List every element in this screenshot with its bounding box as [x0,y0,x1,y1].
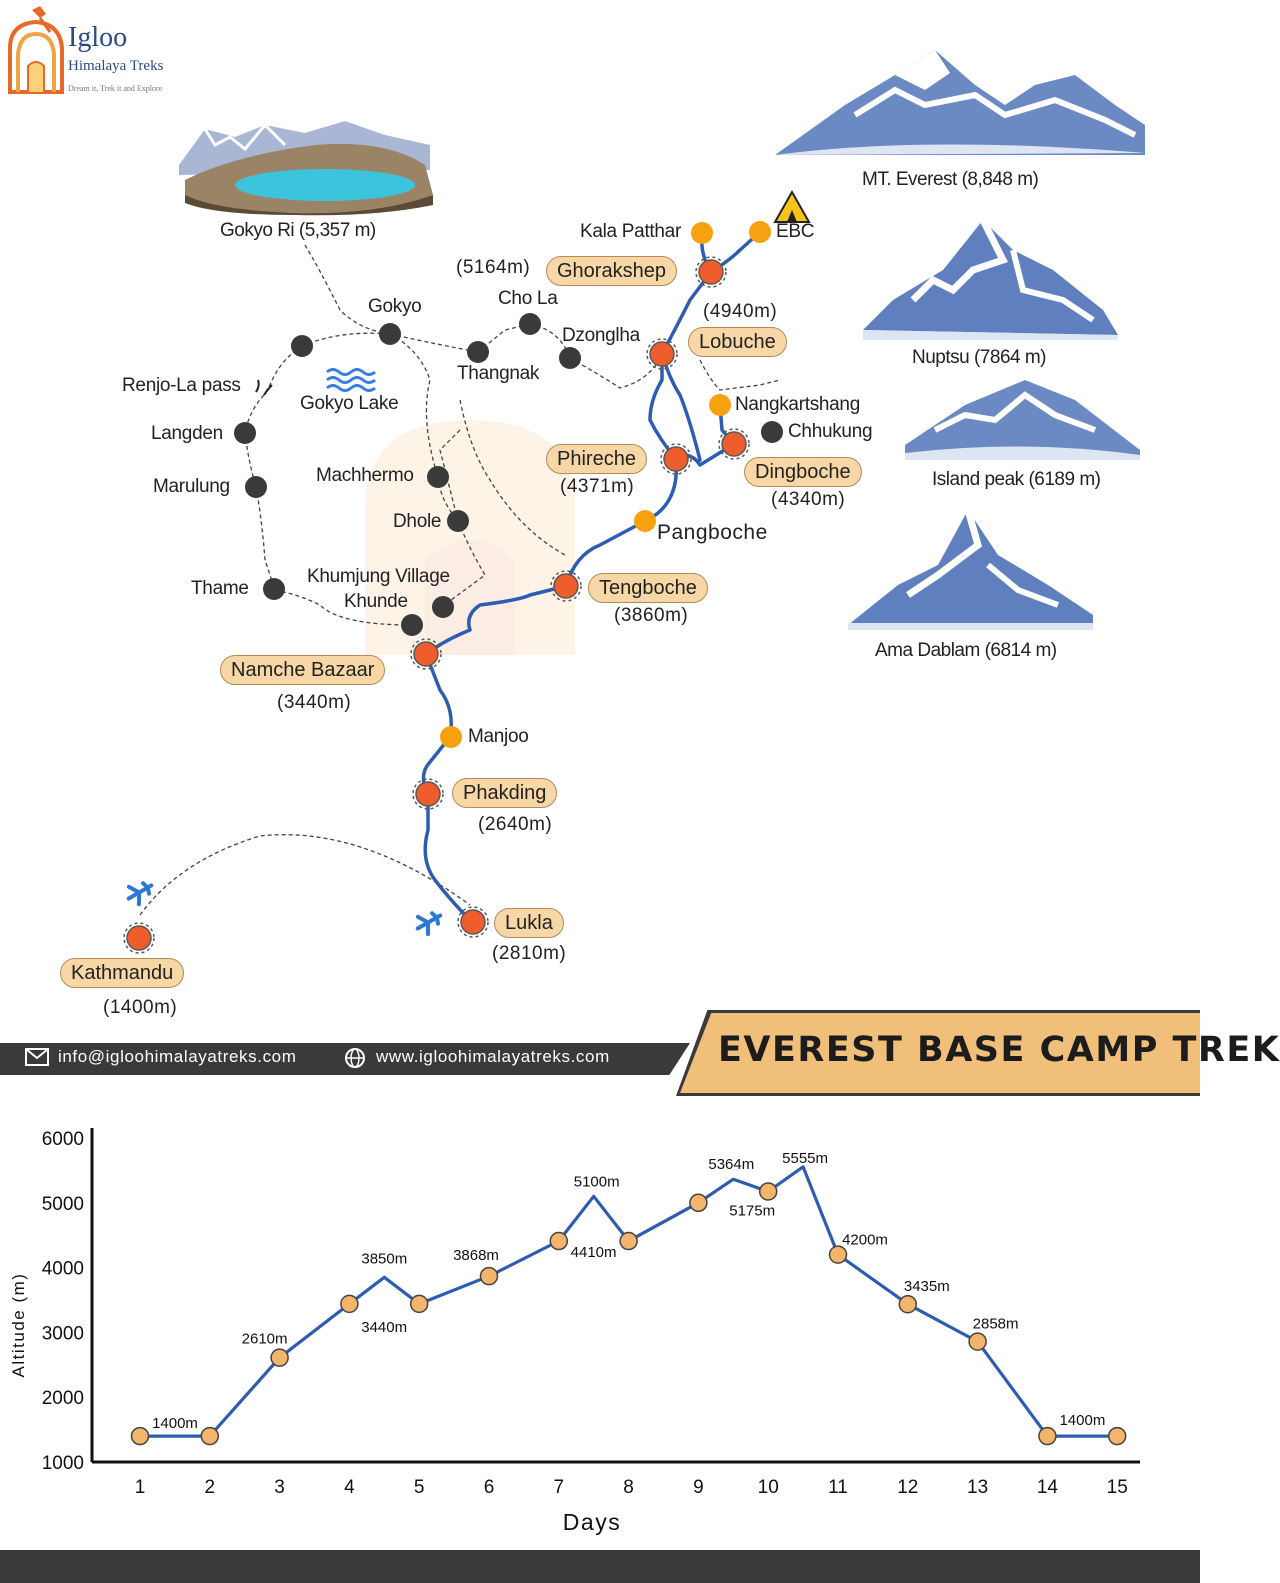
lake-icon [327,370,375,391]
x-tick-label: 2 [204,1477,216,1498]
alt-phireche: (4371m) [560,476,635,497]
data-point [132,1428,149,1445]
pill-tengboche: Tengboche [588,573,708,603]
pill-lobuche: Lobuche [688,327,787,357]
globe-icon [344,1047,366,1069]
brand-tagline: Dream it, Trek it and Explore [68,84,163,93]
tent-icon [775,192,809,222]
gokyo-ri-label: Gokyo Ri (5,357 m) [220,220,376,241]
x-tick-label: 12 [897,1477,919,1498]
y-tick-label: 6000 [41,1129,84,1150]
node-langden [234,422,256,444]
plane-icon [413,907,446,937]
pill-namche: Namche Bazaar [220,655,385,685]
data-point [411,1295,428,1312]
stop-ghorakshep [696,257,726,287]
node-dhole [447,510,469,532]
stop-phakding [413,779,443,809]
everest-label: MT. Everest (8,848 m) [862,169,1039,190]
pill-ghorakshep: Ghorakshep [546,256,677,286]
node-khunde [401,614,423,636]
data-point [341,1295,358,1312]
pill-phakding: Phakding [452,778,557,808]
node-manjoo [440,726,462,748]
stop-tengboche [551,571,581,601]
label-dhole: Dhole [393,511,442,532]
data-label: 5100m [573,1173,620,1191]
pill-dingboche: Dingboche [744,457,862,487]
x-tick-label: 8 [623,1477,634,1498]
y-tick-label: 3000 [41,1323,84,1345]
alt-lukla: (2810m) [492,943,567,964]
x-tick-label: 4 [344,1477,355,1498]
data-label: 5555m [782,1149,829,1167]
x-tick-label: 9 [693,1477,704,1498]
label-pangboche: Pangboche [657,521,768,544]
nuptsu-label: Nuptsu (7864 m) [912,347,1047,368]
data-point [1109,1428,1126,1445]
y-tick-label: 2000 [41,1388,84,1410]
bottom-bar [0,1550,1200,1583]
x-tick-label: 1 [134,1477,146,1498]
pass-icon [256,380,272,395]
label-nangkartshang: Nangkartshang [735,394,860,415]
pill-phireche: Phireche [546,444,647,474]
alt-namche: (3440m) [277,692,352,713]
island-peak-label: Island peak (6189 m) [932,469,1101,490]
stop-lobuche [647,339,677,369]
alt-phakding: (2640m) [478,814,553,835]
label-ebc: EBC [776,221,815,242]
banner-title: EVEREST BASE CAMP TREK [718,1030,1280,1070]
node-renjo [291,335,313,357]
stop-namche [411,639,441,669]
label-khunde: Khunde [344,591,408,612]
data-point [620,1233,637,1250]
label-kala-patthar: Kala Patthar [580,221,681,242]
node-marulung [245,476,267,498]
mail-icon [25,1048,49,1066]
altitude-chart [0,1100,1200,1550]
brand-sub: Himalaya Treks [68,58,164,74]
label-manjoo: Manjoo [468,726,529,747]
label-renjo: Renjo-La pass [122,375,241,396]
data-point [830,1246,847,1263]
label-thangnak: Thangnak [457,363,540,384]
data-label: 1400m [152,1415,198,1433]
data-label: 3440m [361,1318,408,1336]
label-chhukung: Chhukung [788,421,873,442]
alt-lobuche: (4940m) [703,301,778,322]
y-tick-label: 5000 [41,1193,84,1215]
data-label: 3850m [361,1250,408,1268]
x-axis-label: Days [562,1509,622,1535]
x-tick-label: 10 [757,1477,779,1498]
x-tick-label: 3 [274,1477,285,1498]
plane-icon [124,877,157,907]
data-label: 4200m [842,1231,888,1249]
node-ebc [749,221,771,243]
node-nangkartshang [709,394,731,416]
node-chhukung [761,421,783,443]
data-label: 4410m [570,1244,617,1262]
label-khumjung: Khumjung Village [307,566,450,587]
label-thame: Thame [191,578,249,599]
data-label: 5364m [708,1156,755,1174]
stop-kathmandu [124,923,154,953]
label-gokyo-lake: Gokyo Lake [300,393,399,414]
contact-web[interactable]: www.igloohimalayatreks.com [376,1047,610,1066]
data-point [690,1194,707,1211]
data-label: 2610m [241,1330,288,1348]
alt-dingboche: (4340m) [771,489,846,510]
altitude-line [140,1167,1117,1436]
x-tick-label: 15 [1106,1477,1128,1498]
pill-kathmandu: Kathmandu [60,958,184,988]
node-thangnak [467,341,489,363]
node-pangboche [634,510,656,532]
contact-email[interactable]: info@igloohimalayatreks.com [58,1047,297,1066]
data-point [969,1333,986,1350]
ama-dablam-label: Ama Dablam (6814 m) [875,640,1057,661]
x-tick-label: 5 [413,1477,425,1498]
alt-tengboche: (3860m) [614,605,689,626]
alt-kathmandu: (1400m) [103,997,178,1018]
x-tick-label: 14 [1036,1477,1058,1498]
data-point [1039,1428,1056,1445]
data-point [201,1428,218,1445]
data-point [271,1349,288,1366]
label-dzonglha: Dzonglha [562,325,640,346]
data-point [899,1296,916,1313]
y-tick-label: 1000 [41,1453,84,1474]
y-tick-label: 4000 [41,1258,84,1280]
label-marulung: Marulung [153,476,230,497]
y-axis-label: Altitude (m) [9,1272,28,1378]
node-thame [263,578,285,600]
x-tick-label: 13 [967,1477,989,1498]
brand-name: Igloo [68,22,128,53]
node-gokyo [379,323,401,345]
x-tick-label: 11 [828,1477,848,1498]
label-langden: Langden [151,423,223,444]
node-cho-la [519,313,541,335]
node-dzonglha [559,347,581,369]
pill-lukla: Lukla [494,908,564,938]
x-tick-label: 6 [483,1477,495,1498]
data-label: 2858m [972,1315,1019,1333]
data-label: 5175m [729,1202,776,1220]
data-point [550,1233,567,1250]
data-label: 1400m [1059,1412,1106,1430]
label-machhermo: Machhermo [316,465,414,486]
node-khumjung [432,596,454,618]
node-machhermo [427,466,449,488]
data-point [760,1183,777,1200]
data-point [481,1268,498,1285]
label-gokyo: Gokyo [368,296,422,317]
data-label: 3868m [453,1247,499,1265]
data-label: 3435m [903,1278,950,1296]
x-tick-label: 7 [553,1477,565,1498]
label-cho-la: Cho La [498,288,558,309]
node-kala-patthar [691,222,713,244]
alt-ghorakshep: (5164m) [456,257,531,278]
